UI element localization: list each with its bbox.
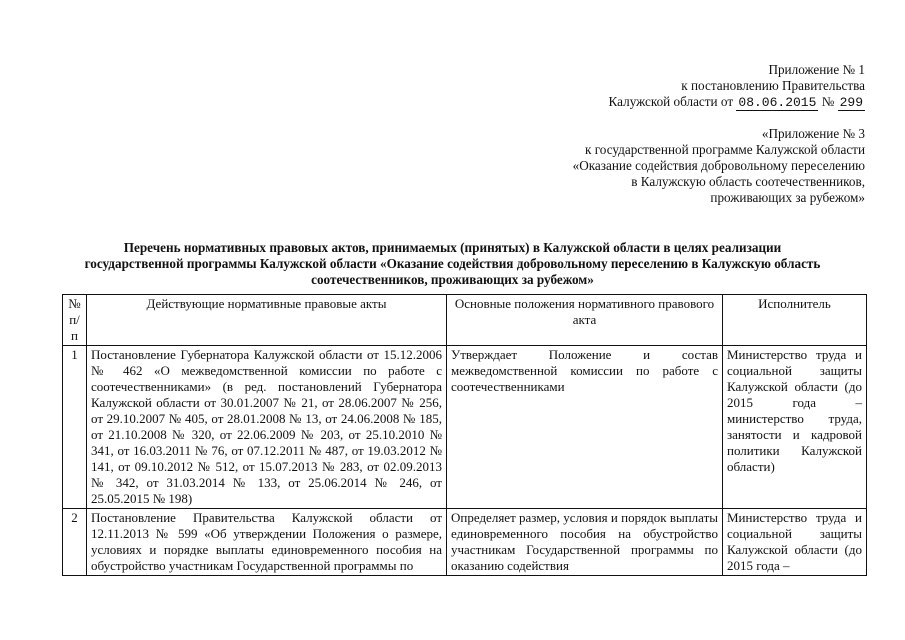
row-num: 2: [63, 509, 87, 576]
appendix-1-line: Приложение № 1: [768, 62, 865, 77]
header-acts: Действующие нормативные правовые акты: [87, 295, 447, 346]
appendix-3-line: к государственной программе Калужской области: [584, 142, 865, 157]
appendix-1-date-line: [609, 94, 865, 111]
table-row: [63, 509, 867, 576]
row-acts: Постановление Губернатора Калужской области от 15.12.2006 № 462 «О межведомственной комиссии по работе с соотечественниками» (в ред. постановлений Губернатора Калужской области от 30.01.2007 № 21, от 28.06.2007 № 256, от 29.10.2007 № 405, от 28.01.2008 № 13, от 24.06.2008 № 185, от 21.10.2008 № 320, от 22.06.2009 № 203, от 25.10.2010 № 341, от 16.03.2011 № 76, от 07.12.2011 № 487, от 19.03.2012 № 141, от 09.10.2012 № 512, от 15.07.2013 № 283, от 02.09.2013 № 342, от 31.03.2014 № 133, от 25.06.2014 № 246, от 25.05.2015 № 198): [87, 346, 447, 509]
row-provisions: Определяет размер, условия и порядок выплаты единовременного пособия на обустройство участникам Государственной программы по оказанию содействия: [447, 509, 723, 576]
title-line: государственной программы Калужской области «Оказание содействия добровольному переселению в Калужскую область: [84, 256, 821, 271]
appendix-3-line: «Приложение № 3: [761, 126, 865, 141]
appendix-1-prefix: Калужской области от: [608, 94, 734, 109]
title-line: Перечень нормативных правовых актов, принимаемых (принятых) в Калужской области в целях реализации: [123, 240, 782, 255]
appendix-3-header: [573, 126, 865, 206]
row-provisions: Утверждает Положение и состав межведомственной комиссии по работе с соотечественниками: [447, 346, 723, 509]
handwritten-date: 08.06.2015: [738, 95, 817, 110]
header-num: № п/п: [63, 295, 87, 346]
row-executor: Министерство труда и социальной защиты Калужской области (до 2015 года –: [723, 509, 867, 576]
acts-table: [62, 294, 867, 576]
appendix-3-line: в Калужскую область соотечественников,: [631, 174, 865, 189]
appendix-3-line: проживающих за рубежом»: [710, 190, 865, 205]
table-row: [63, 346, 867, 509]
table-header-row: [63, 295, 867, 346]
header-executor: Исполнитель: [723, 295, 867, 346]
appendix-1-line: к постановлению Правительства: [681, 78, 865, 93]
row-executor: Министерство труда и социальной защиты Калужской области (до 2015 года – министерство труда, занятости и кадровой политики Калужской области): [723, 346, 867, 509]
row-acts: Постановление Правительства Калужской области от 12.11.2013 № 599 «Об утверждении Положения о размере, условиях и порядке выплаты единовременного пособия на обустройство участникам Государственной программы по: [87, 509, 447, 576]
title-line: соотечественников, проживающих за рубежом»: [311, 272, 594, 287]
appendix-3-line: «Оказание содействия добровольному переселению: [572, 158, 865, 173]
row-num: 1: [63, 346, 87, 509]
number-sign: №: [821, 94, 835, 109]
appendix-1-header: [609, 62, 865, 111]
document-title: [40, 240, 865, 288]
handwritten-number: 299: [839, 95, 863, 110]
header-provisions: Основные положения нормативного правового акта: [447, 295, 723, 346]
